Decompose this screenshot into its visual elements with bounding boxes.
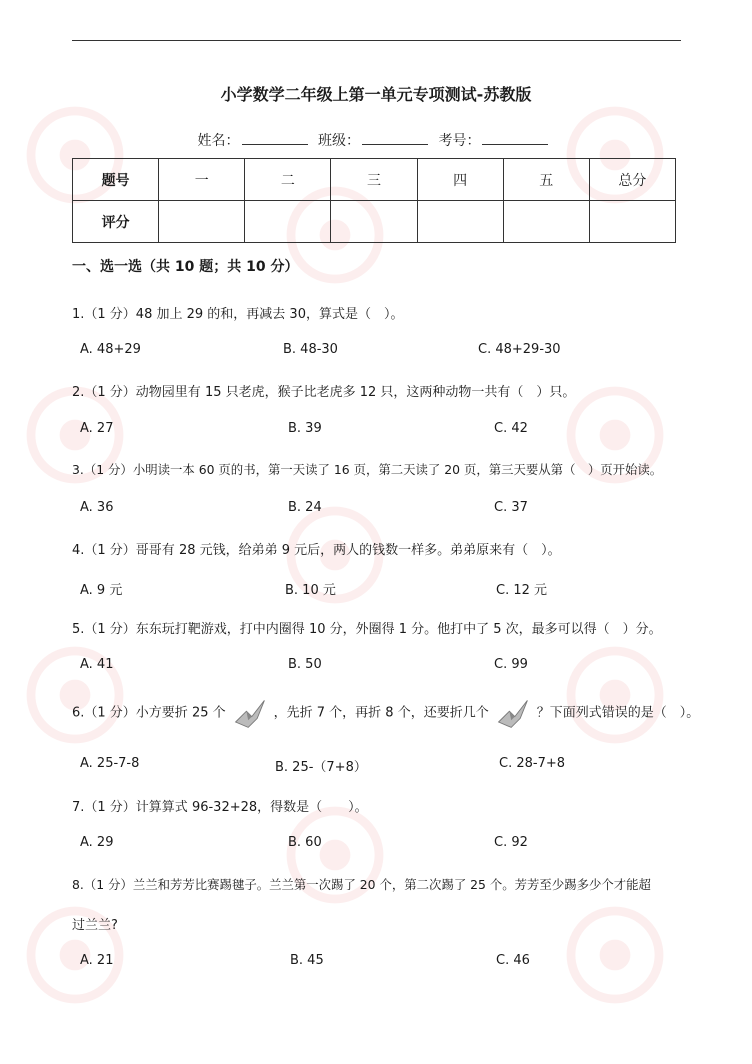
score-header-cell: 三 bbox=[331, 159, 417, 201]
question-text: 7.（1 分）计算算式 96-32+28，得数是（ ）。 bbox=[72, 800, 368, 815]
score-row-label: 评分 bbox=[73, 201, 159, 243]
score-header-cell: 题号 bbox=[73, 159, 159, 201]
question-text: 1.（1 分）48 加上 29 的和，再减去 30，算式是（ ）。 bbox=[72, 307, 404, 322]
option-c[interactable]: C. 28-7+8 bbox=[499, 756, 566, 771]
score-header-cell: 四 bbox=[417, 159, 503, 201]
question-text: 8.（1 分）兰兰和芳芳比赛踢毽子。兰兰第一次踢了 20 个，第二次踢了 25 个。芳芳至少踢多少个才能超 bbox=[72, 877, 651, 892]
paper-crane-icon bbox=[495, 694, 531, 732]
header-rule bbox=[72, 40, 681, 41]
score-table-header-row bbox=[73, 159, 676, 201]
question-text: 2.（1 分）动物园里有 15 只老虎，猴子比老虎多 12 只，这两种动物一共有（ ）只。 bbox=[72, 385, 576, 400]
option-a[interactable]: A. 27 bbox=[80, 421, 114, 436]
score-header-cell: 总分 bbox=[589, 159, 675, 201]
score-cell[interactable] bbox=[589, 201, 675, 243]
option-b[interactable]: B. 50 bbox=[288, 657, 322, 672]
option-c[interactable]: C. 37 bbox=[494, 500, 528, 515]
option-c[interactable]: C. 92 bbox=[494, 835, 528, 850]
exam-number-blank[interactable] bbox=[482, 132, 548, 145]
option-a[interactable]: A. 29 bbox=[80, 835, 114, 850]
exam-number-label: 考号： bbox=[438, 133, 481, 149]
score-header-cell: 二 bbox=[245, 159, 331, 201]
option-b[interactable]: B. 10 元 bbox=[285, 583, 336, 598]
question-text-part: 6.（1 分）小方要折 25 个 bbox=[72, 705, 226, 721]
question-text-part: ？下面列式错误的是（ ）。 bbox=[536, 705, 700, 721]
class-blank[interactable] bbox=[362, 132, 428, 145]
option-a[interactable]: A. 25-7-8 bbox=[80, 756, 140, 771]
watermark-logo bbox=[560, 900, 670, 1010]
student-info-line bbox=[0, 130, 752, 150]
score-cell[interactable] bbox=[159, 201, 245, 243]
class-label: 班级： bbox=[318, 133, 360, 149]
option-c[interactable]: C. 12 元 bbox=[496, 583, 548, 598]
option-b[interactable]: B. 60 bbox=[288, 835, 322, 850]
option-a[interactable]: A. 48+29 bbox=[80, 342, 141, 357]
option-c[interactable]: C. 42 bbox=[494, 421, 528, 436]
option-a[interactable]: A. 41 bbox=[80, 657, 114, 672]
option-a[interactable]: A. 36 bbox=[80, 500, 114, 515]
option-b[interactable]: B. 24 bbox=[288, 500, 322, 515]
paper-crane-icon bbox=[232, 694, 268, 732]
option-b[interactable]: B. 48-30 bbox=[283, 342, 338, 357]
name-label: 姓名： bbox=[197, 133, 240, 149]
question-text: 3.（1 分）小明读一本 60 页的书，第一天读了 16 页，第二天读了 20 页，第三天要从第（ ）页开始读。 bbox=[72, 462, 663, 477]
name-blank[interactable] bbox=[242, 132, 308, 145]
score-header-cell: 五 bbox=[503, 159, 589, 201]
score-cell[interactable] bbox=[503, 201, 589, 243]
page-title: 小学数学二年级上第一单元专项测试-苏教版 bbox=[220, 85, 532, 104]
question-text: 4.（1 分）哥哥有 28 元钱，给弟弟 9 元后，两人的钱数一样多。弟弟原来有（ ）。 bbox=[72, 543, 561, 558]
question-text: 5.（1 分）东东玩打靶游戏，打中内圈得 10 分，外圈得 1 分。他打中了 5 次，最多可以得（ ）分。 bbox=[72, 622, 662, 637]
option-b[interactable]: B. 25-（7+8） bbox=[275, 760, 367, 775]
score-cell[interactable] bbox=[331, 201, 417, 243]
option-c[interactable]: C. 46 bbox=[496, 953, 530, 968]
question-text bbox=[72, 694, 699, 732]
score-table bbox=[72, 158, 676, 243]
option-a[interactable]: A. 21 bbox=[80, 953, 114, 968]
option-b[interactable]: B. 45 bbox=[290, 953, 324, 968]
question-text-part: ，先折 7 个，再折 8 个，还要折几个 bbox=[273, 705, 489, 721]
score-cell[interactable] bbox=[417, 201, 503, 243]
option-a[interactable]: A. 9 元 bbox=[80, 583, 123, 598]
watermark-logo bbox=[280, 800, 390, 910]
score-header-cell: 一 bbox=[159, 159, 245, 201]
option-c[interactable]: C. 48+29-30 bbox=[478, 342, 561, 357]
option-c[interactable]: C. 99 bbox=[494, 657, 528, 672]
score-table-score-row bbox=[73, 201, 676, 243]
score-cell[interactable] bbox=[245, 201, 331, 243]
question-text-continued: 过兰兰? bbox=[72, 918, 118, 933]
option-b[interactable]: B. 39 bbox=[288, 421, 322, 436]
section-title: 一、选一选（共 10 题；共 10 分） bbox=[72, 259, 299, 275]
